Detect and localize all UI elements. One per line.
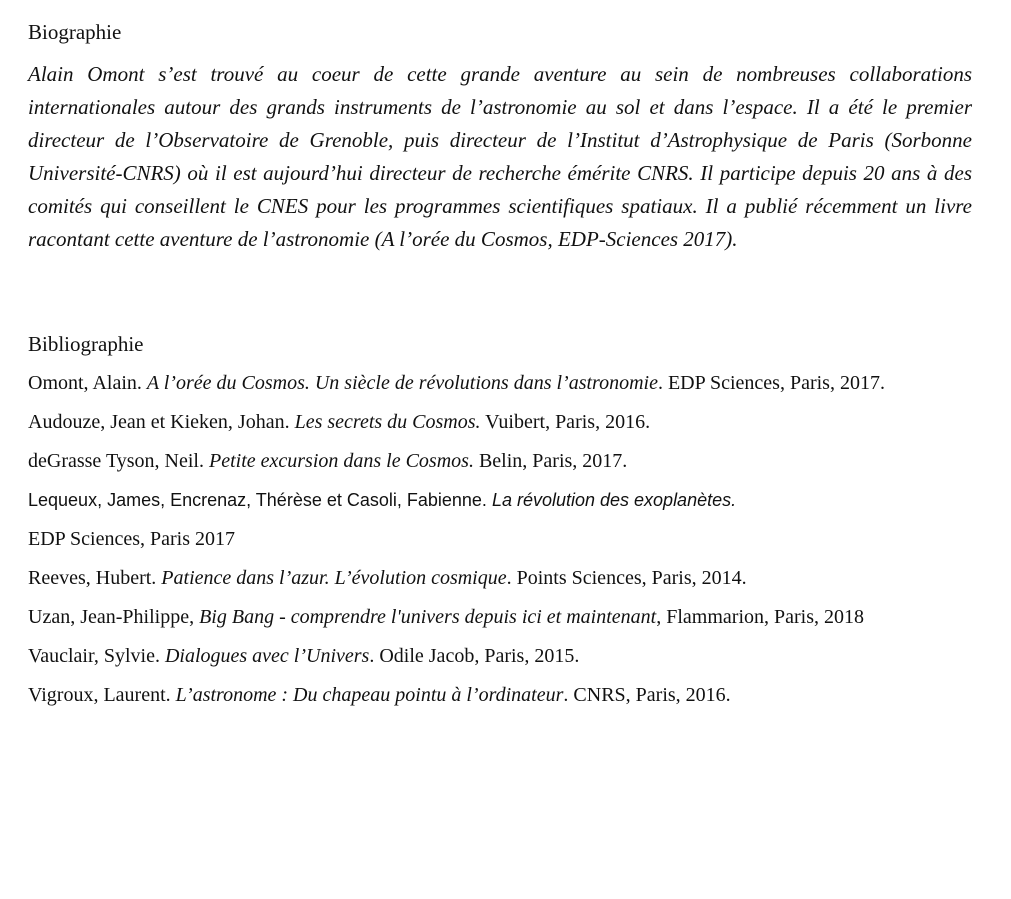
entry-title: L’astronome : Du chapeau pointu à l’ordinateur xyxy=(175,684,564,706)
document-page xyxy=(28,18,972,722)
entry-publisher: . EDP Sciences, Paris, 2017. xyxy=(657,372,885,394)
entry-author: Vauclair, Sylvie. xyxy=(28,645,165,667)
entry-author: Vigroux, Laurent. xyxy=(28,684,176,706)
bibliography-entry xyxy=(28,449,972,474)
entry-publisher: Vuibert, Paris, 2016. xyxy=(480,411,651,433)
entry-publisher: . Odile Jacob, Paris, 2015. xyxy=(369,645,580,667)
entry-author: EDP Sciences, Paris 2017 xyxy=(28,528,236,550)
entry-publisher: Belin, Paris, 2017. xyxy=(473,450,628,472)
entry-title: A l’orée du Cosmos. Un siècle de révolutions dans l’astronomie xyxy=(146,372,658,394)
entry-author: Omont, Alain. xyxy=(28,372,147,394)
entry-author: Reeves, Hubert. xyxy=(28,567,162,589)
bibliography-entry xyxy=(28,371,972,396)
entry-author: Lequeux, James, Encrenaz, Thérèse et Casoli, Fabienne. xyxy=(28,490,492,510)
biography-text: Alain Omont s’est trouvé au coeur de cette grande aventure au sein de nombreuses collaborations internationales autour des grands instruments de l’astronomie au sol et dans l’espace. Il a été le premier directeur de l’Observatoire de Grenoble, puis directeur de l’Institut d’Astrophysique de Paris (Sorbonne Université-CNRS) où il est aujourd’hui directeur de recherche émérite CNRS. Il participe depuis 20 ans à des comités qui conseillent le CNES pour les programmes scientifiques spatiaux. Il a publié récemment un livre racontant cette aventure de l’astronomie (A l’orée du Cosmos, EDP-Sciences 2017). xyxy=(28,62,972,251)
bibliography-list xyxy=(28,371,972,708)
entry-author: deGrasse Tyson, Neil. xyxy=(28,450,209,472)
entry-publisher: , Flammarion, Paris, 2018 xyxy=(656,606,864,628)
entry-title: La révolution des exoplanètes. xyxy=(491,490,737,510)
biography-heading: Biographie xyxy=(28,20,122,44)
entry-publisher: . Points Sciences, Paris, 2014. xyxy=(506,567,747,589)
entry-title: Petite excursion dans le Cosmos. xyxy=(208,450,474,472)
entry-author: Audouze, Jean et Kieken, Johan. xyxy=(28,411,295,433)
bibliography-entry xyxy=(28,683,972,708)
bibliography-entry xyxy=(28,605,972,630)
bibliography-entry xyxy=(28,410,972,435)
entry-publisher: . CNRS, Paris, 2016. xyxy=(563,684,731,706)
bibliography-entry xyxy=(28,527,972,552)
bibliography-entry xyxy=(28,644,972,669)
bibliography-entry xyxy=(28,488,972,513)
bibliography-heading: Bibliographie xyxy=(28,332,144,356)
entry-title: Les secrets du Cosmos. xyxy=(294,411,481,433)
bibliography-entry xyxy=(28,566,972,591)
entry-title: Dialogues avec l’Univers xyxy=(164,645,370,667)
entry-title: Patience dans l’azur. L’évolution cosmique xyxy=(161,567,507,589)
entry-title: Big Bang - comprendre l'univers depuis ici et maintenant xyxy=(199,606,657,628)
entry-author: Uzan, Jean-Philippe, xyxy=(28,606,200,628)
